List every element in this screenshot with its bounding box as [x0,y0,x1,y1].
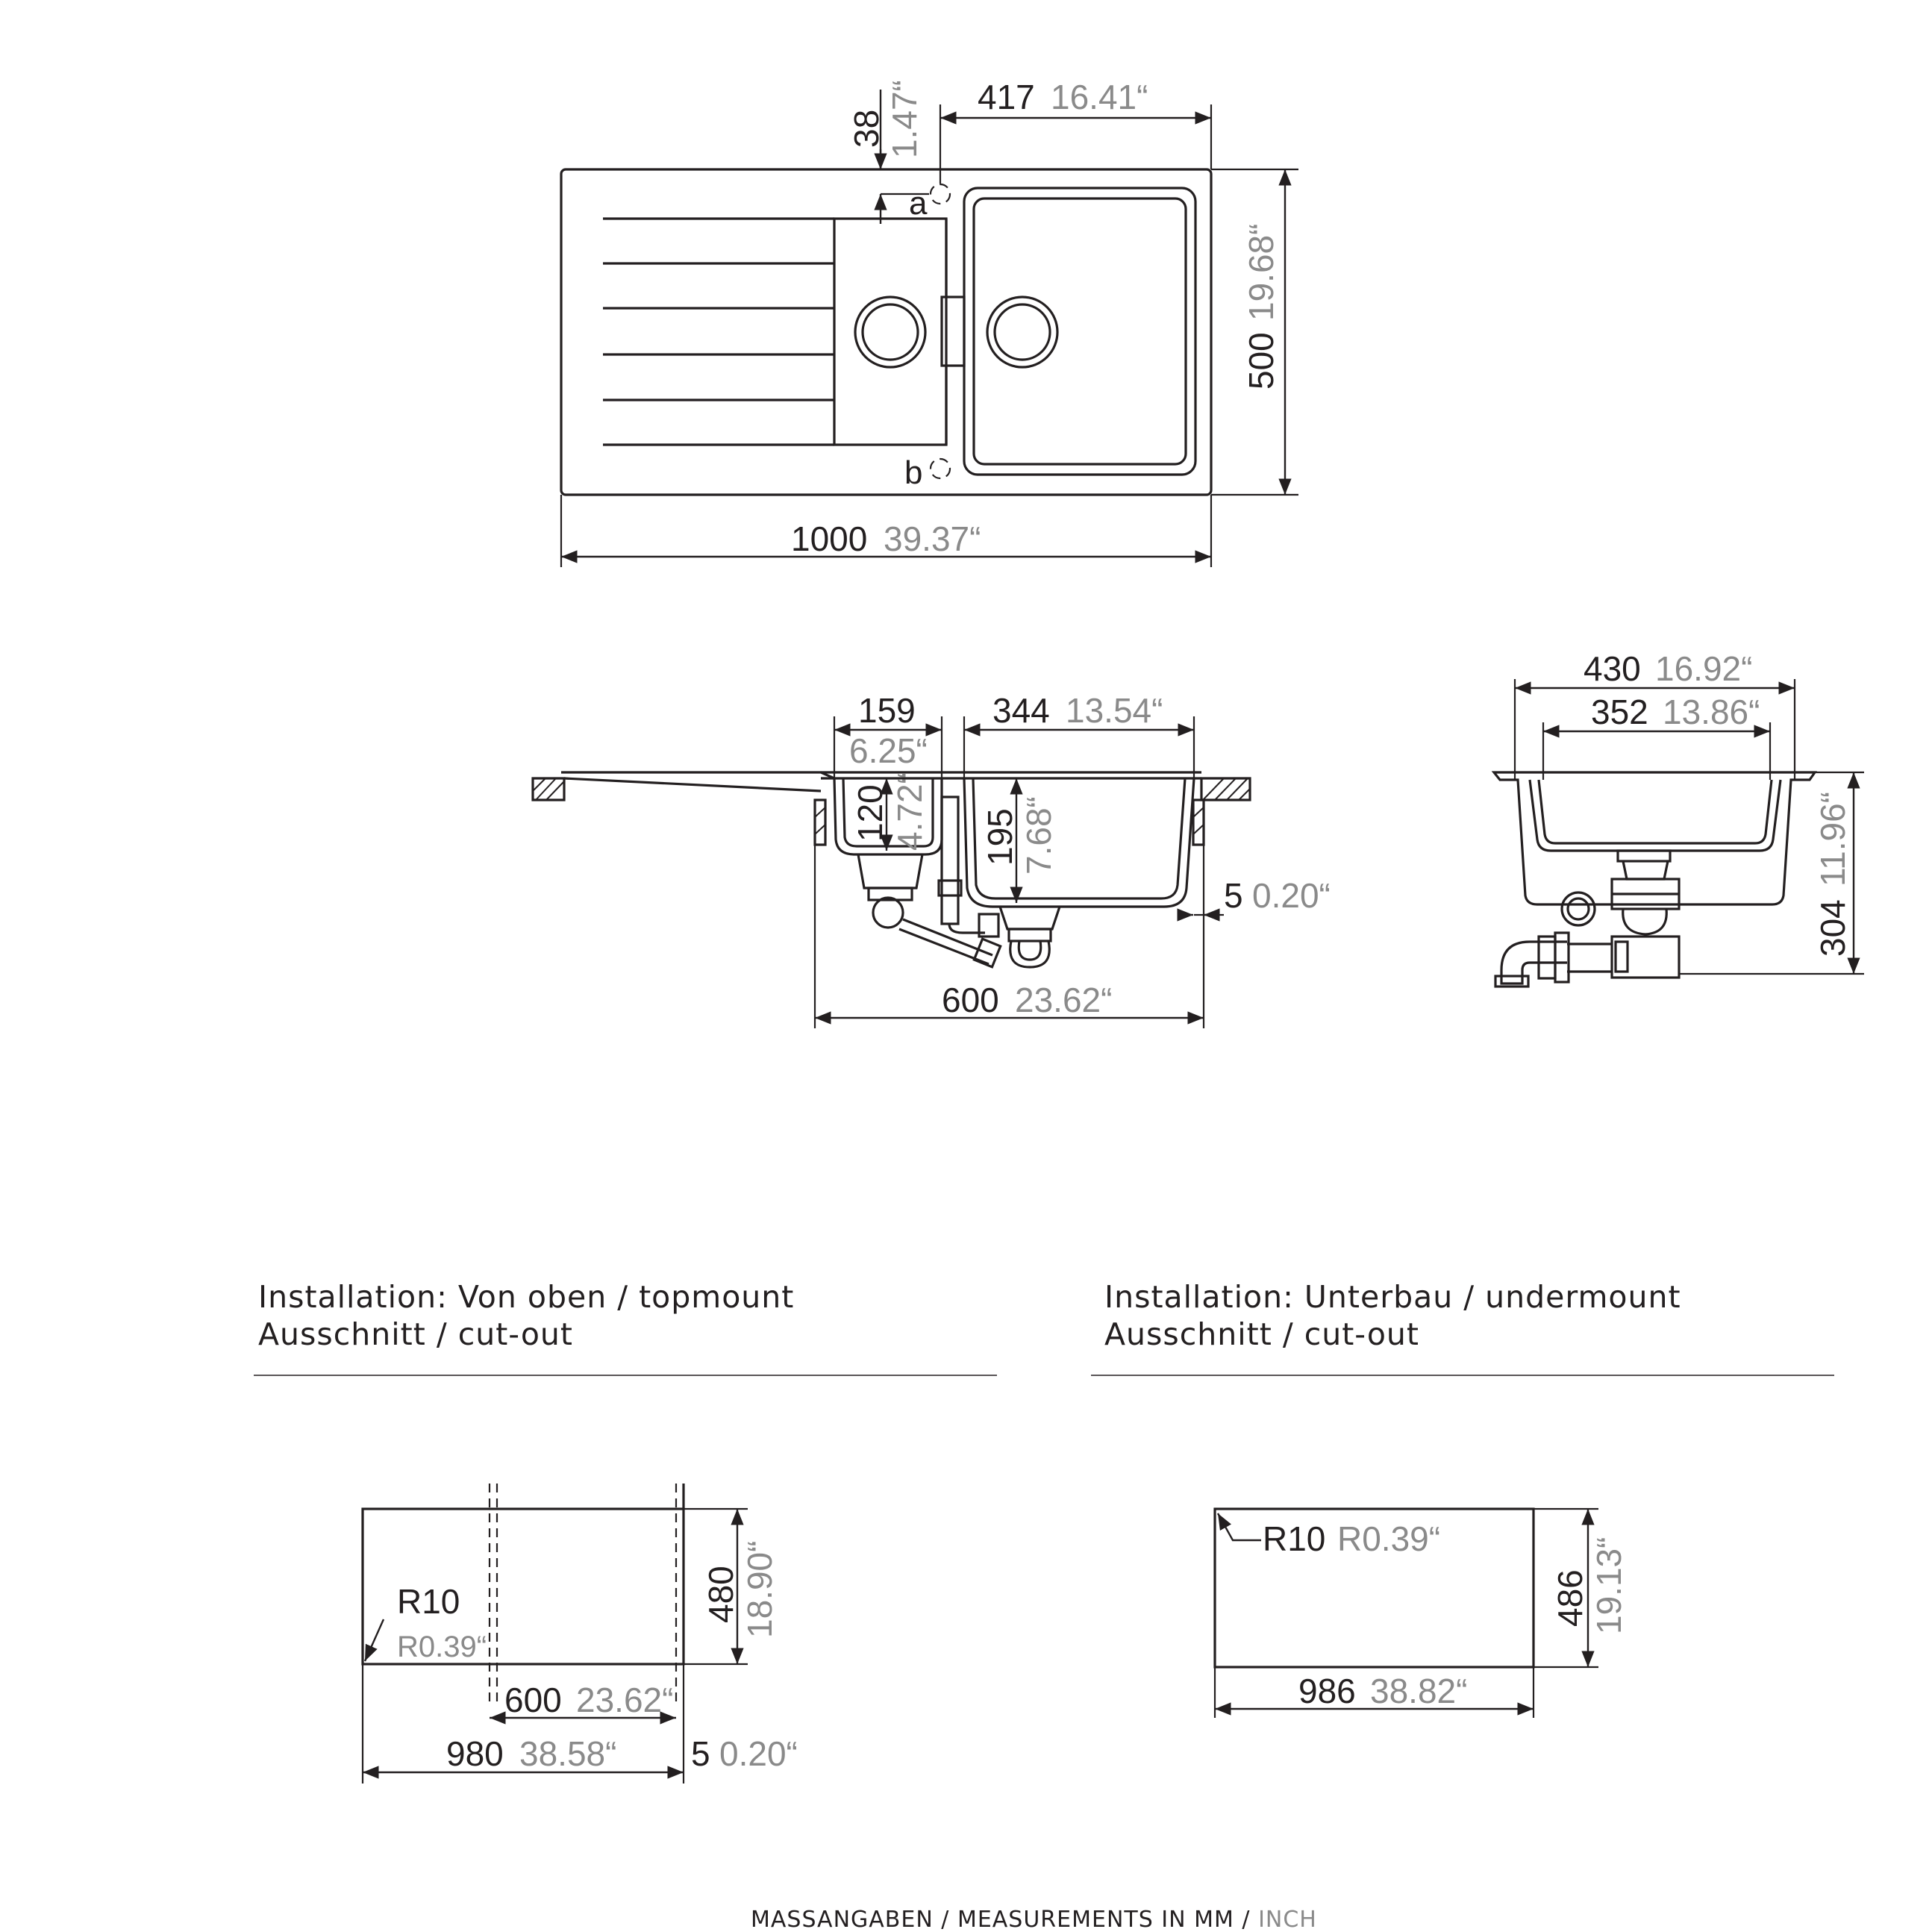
topmount-depth-mm: 480 [701,1566,740,1623]
undermount-width-in: 38.82“ [1370,1672,1468,1710]
dim-small-bowl-width-in: 6.25“ [849,731,928,770]
tap-hole-b [931,459,950,478]
dim-end-inner-width-in: 13.86“ [1663,693,1760,731]
undermount-heading-1: Installation: Unterbau / undermount [1104,1279,1681,1315]
undermount-radius-in: R0.39“ [1337,1519,1441,1558]
footer-measure-label: MASSANGABEN / MEASUREMENTS IN MM / [751,1907,1259,1932]
top-view [561,78,1298,567]
dim-bowl-width-in: 16.41“ [1051,78,1148,116]
main-bowl [964,188,1195,475]
topmount-width-in: 38.58“ [519,1734,617,1773]
topmount-rim-in: 0.20“ [719,1734,798,1773]
topmount-cutout [363,1484,798,1783]
dim-end-height-in: 11.96“ [1813,791,1852,887]
dim-end-inner-width-mm: 352 [1591,693,1648,731]
topmount-cabinet-in: 23.62“ [576,1681,674,1719]
dim-rim-mm: 5 [1224,876,1243,915]
dim-overall-depth-in: 19.68“ [1242,223,1281,321]
undermount-depth-in: 19.13“ [1589,1536,1628,1634]
tap-hole-a [931,184,950,204]
undermount-radius-mm: R10 [1263,1519,1326,1558]
dim-overall-width-mm: 1000 [791,519,868,558]
dim-small-bowl-width-mm: 159 [858,691,916,730]
undermount-width-mm: 986 [1298,1672,1356,1710]
undermount-heading-2: Ausschnitt / cut-out [1104,1316,1419,1352]
dim-end-height-mm: 304 [1813,899,1852,957]
dim-small-bowl-depth-in: 4.72“ [890,772,929,851]
small-bowl [834,219,946,445]
worktop-left [533,778,564,800]
end-view [1494,649,1864,987]
topmount-rim-mm: 5 [691,1734,710,1773]
drainer-grooves [603,219,834,445]
topmount-heading-2: Ausschnitt / cut-out [258,1316,573,1352]
dim-main-bowl-depth-in: 7.68“ [1019,796,1058,875]
worktop-right [1201,778,1250,800]
dim-small-bowl-depth-mm: 120 [851,784,890,842]
dim-rim-in: 0.20“ [1252,876,1331,915]
dim-bowl-width-mm: 417 [978,78,1035,116]
dim-end-outer-width-mm: 430 [1584,649,1641,688]
topmount-radius-in: R0.39“ [397,1631,487,1663]
tap-hole-b-label: b [904,454,923,491]
undermount-depth-mm: 486 [1551,1569,1589,1627]
dim-cabinet-mm: 600 [942,981,999,1019]
dim-tap-offset-mm: 38 [847,109,886,148]
side-view [533,691,1331,1028]
tap-hole-a-label: a [909,185,928,222]
topmount-width-mm: 980 [446,1734,504,1773]
undermount-cutout [1215,1509,1628,1718]
dim-end-outer-width-in: 16.92“ [1655,649,1753,688]
dim-main-bowl-depth-mm: 195 [981,808,1019,866]
footer-note [751,1907,1317,1932]
topmount-cabinet-mm: 600 [504,1681,562,1719]
dim-overall-depth-mm: 500 [1242,332,1281,390]
footer-inch-label: INCH [1258,1907,1317,1932]
dim-main-bowl-width-mm: 344 [992,691,1050,730]
topmount-heading-1: Installation: Von oben / topmount [258,1279,795,1315]
dim-main-bowl-width-in: 13.54“ [1066,691,1163,730]
dim-tap-offset-in: 1.47“ [885,80,924,158]
dim-overall-width-in: 39.37“ [884,519,981,558]
dim-cabinet-in: 23.62“ [1015,981,1113,1019]
topmount-radius-mm: R10 [397,1582,460,1621]
topmount-depth-in: 18.90“ [740,1540,779,1638]
